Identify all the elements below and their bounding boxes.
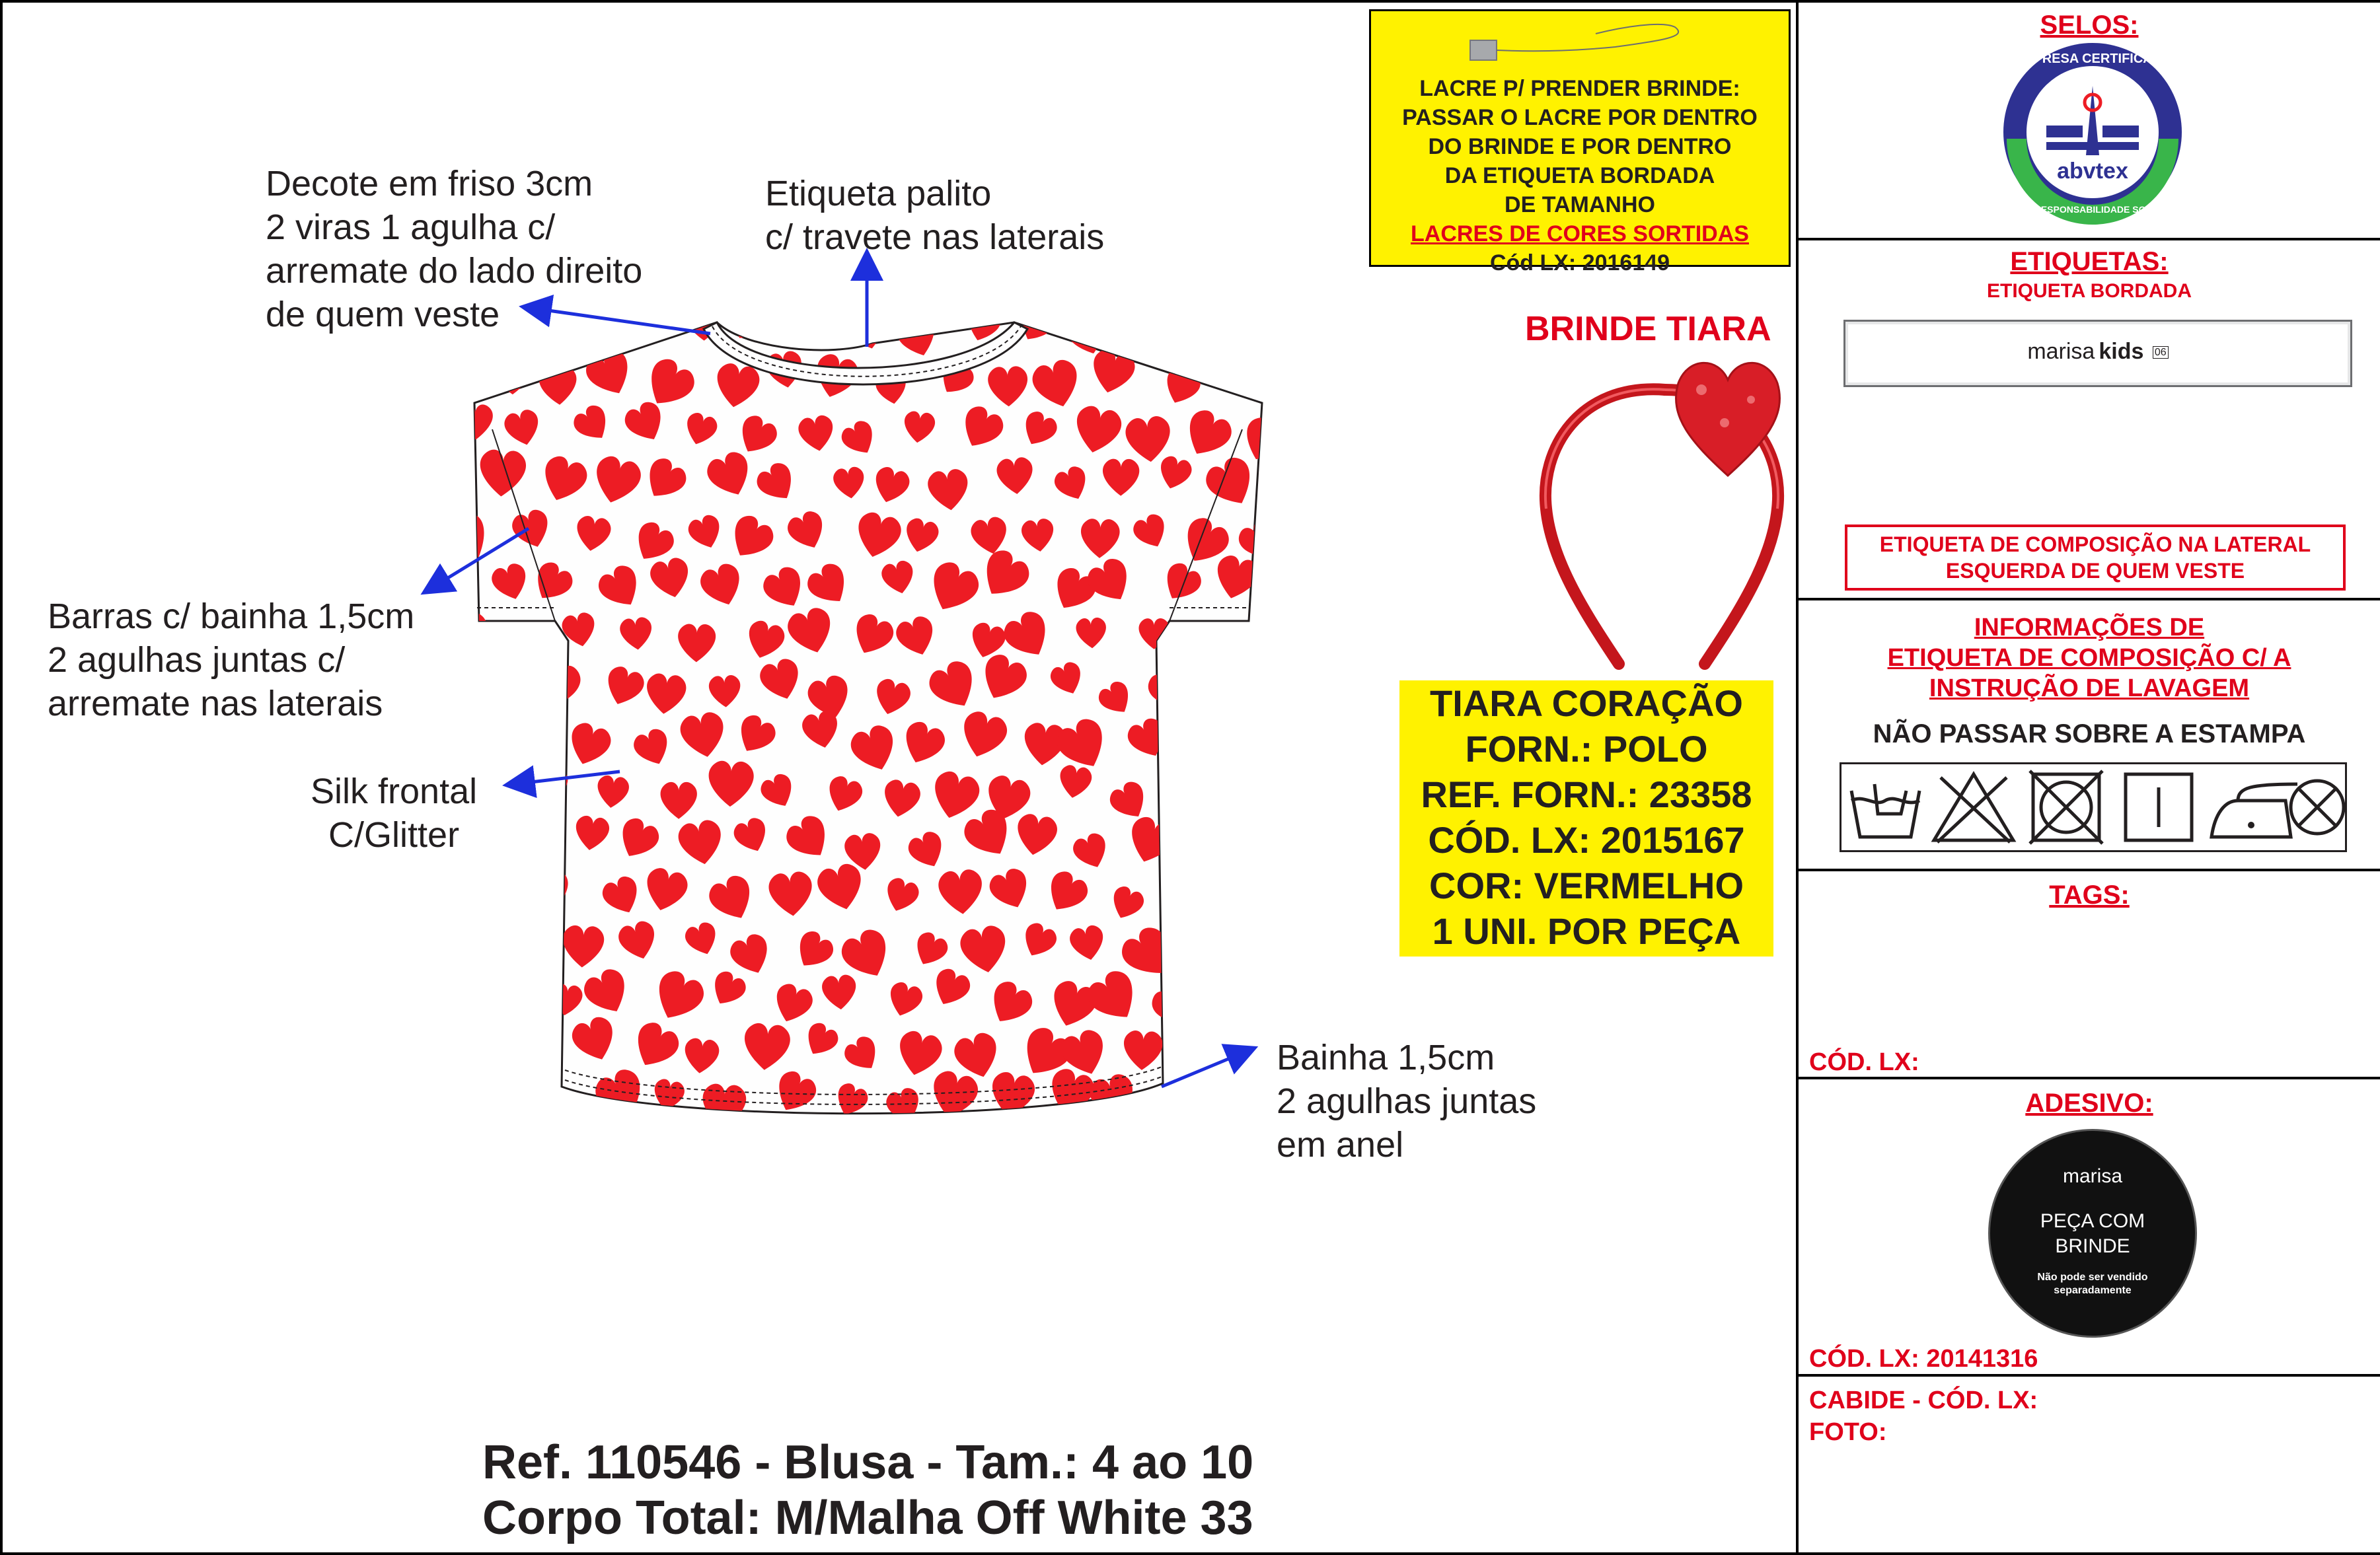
tags-code: CÓD. LX: <box>1809 1048 1919 1076</box>
section-cabide <box>1799 1374 2380 1555</box>
care-warning: NÃO PASSAR SOBRE A ESTAMPA <box>1873 719 2306 748</box>
line-dry-icon <box>2126 774 2192 840</box>
seal-tag-icon <box>1464 20 1701 73</box>
note-label: Etiqueta palito c/ travete nas laterais <box>765 174 1105 257</box>
section-care-info: INFORMAÇÕES DE ETIQUETA DE COMPOSIÇÃO C/ A INSTRUÇÃO DE LAVAGEM NÃO PASSAR SOBRE A ESTAMPA <box>1799 598 2380 871</box>
arrow-print <box>509 772 620 785</box>
headband-image <box>1526 337 1804 680</box>
no-dry-clean-icon <box>2291 781 2344 834</box>
care-icons-strip <box>1840 762 2347 852</box>
iron-low-icon <box>2212 784 2297 837</box>
section-adesivo: ADESIVO: marisa PEÇA COM BRINDE Não pode ser vendido separadamente CÓD. LX: 20141316 <box>1799 1077 2380 1377</box>
abvtex-seal-icon <box>2000 40 2185 225</box>
note-sleeves: Barras c/ bainha 1,5cm 2 agulhas juntas c/ arremate nas laterais <box>48 597 415 723</box>
badge-bottom-text: EM RESPONSABILIDADE SOCIAL <box>2017 204 2168 215</box>
etiqueta-subtitle: ETIQUETA BORDADA <box>1987 280 2192 302</box>
gift-sticker: marisa PEÇA COM BRINDE Não pode ser vendido separadamente <box>1990 1131 2195 1336</box>
cabide-code: CABIDE - CÓD. LX: <box>1809 1387 2038 1414</box>
woven-label <box>1843 320 2352 387</box>
arrow-hem <box>1162 1049 1252 1087</box>
label-brand: marisa <box>2027 339 2095 364</box>
no-tumble-dry-icon <box>2030 771 2102 844</box>
badge-brand: abvtex <box>2057 159 2128 184</box>
gift-info-box: TIARA CORAÇÃO FORN.: POLO REF. FORN.: 23358 CÓD. LX: 2015167 COR: VERMELHO 1 UNI. POR PEÇA <box>1399 680 1773 957</box>
note-hem: Bainha 1,5cm 2 agulhas juntas em anel <box>1277 1038 1537 1165</box>
badge-top-text: EMPRESA CERTIFICADA <box>2013 52 2172 66</box>
section-tags: TAGS: CÓD. LX: <box>1799 869 2380 1079</box>
composition-note: ETIQUETA DE COMPOSIÇÃO NA LATERAL ESQUERDA DE QUEM VESTE <box>1845 524 2346 591</box>
label-kids: kids <box>2099 339 2144 364</box>
note-neckline: Decote em friso 3cm 2 viras 1 agulha c/ arremate do lado direito de quem veste <box>266 164 643 334</box>
arrow-neckline <box>525 307 710 334</box>
seal-instruction-box: LACRE P/ PRENDER BRINDE: PASSAR O LACRE POR DENTRO DO BRINDE E POR DENTRO DA ETIQUETA BORDADA DE TAMANHO LACRES DE CORES SORTIDAS Cód LX: 2016149 <box>1369 9 1791 267</box>
label-size: 06 <box>2153 346 2169 359</box>
section-etiquetas: ETIQUETAS: ETIQUETA BORDADA marisa kids 06 ETIQUETA DE COMPOSIÇÃO NA LATERAL ESQUERDA DE QUEM VESTE <box>1799 238 2380 600</box>
no-bleach-icon <box>1934 774 2013 842</box>
note-print: Silk frontal C/Glitter <box>311 772 478 855</box>
hand-wash-icon <box>1851 784 1919 837</box>
section-selos: SELOS: abvtex EMPRESA CERTIFICADA EM RESPONSABILIDADE SOCIAL <box>1799 0 2380 238</box>
footer-ref: Ref. 110546 - Blusa - Tam.: 4 ao 10 Corpo Total: M/Malha Off White 33 <box>482 1436 1254 1544</box>
arrow-sleeves <box>426 528 529 591</box>
adesivo-code: CÓD. LX: 20141316 <box>1809 1345 2038 1373</box>
gift-title: BRINDE TIARA <box>1525 310 1771 348</box>
heart-ornament-icon <box>1676 363 1780 476</box>
cabide-foto: FOTO: <box>1809 1418 1887 1446</box>
